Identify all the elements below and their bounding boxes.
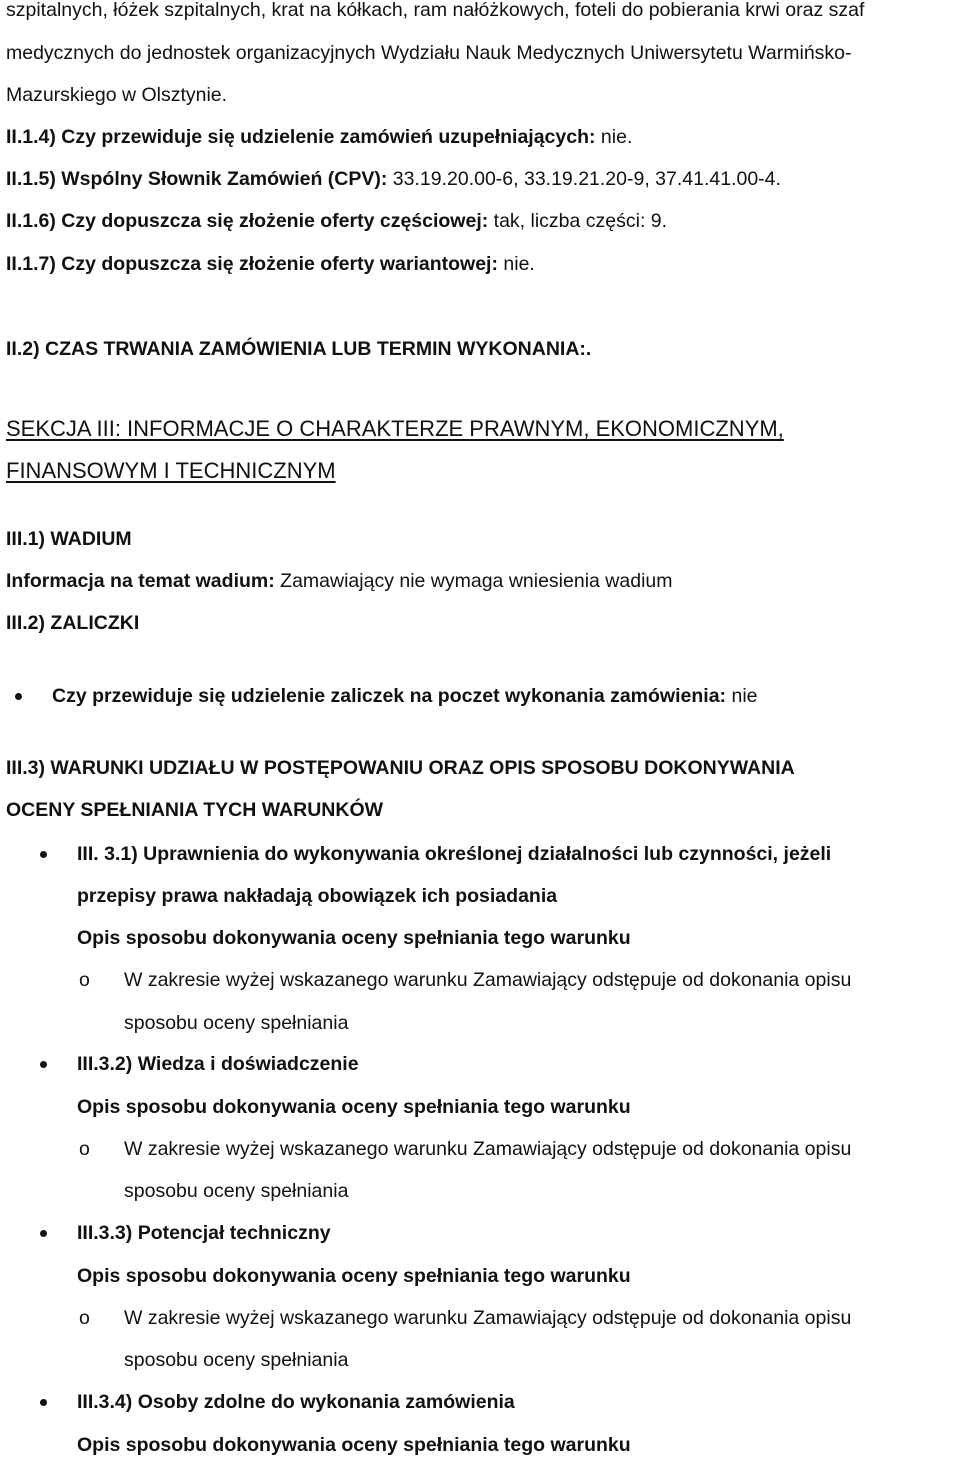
sub-bullet-icon: o xyxy=(79,1307,90,1329)
item-value: nie. xyxy=(600,126,633,148)
item-ii-1-7 xyxy=(6,255,535,275)
wadium-label: Informacja na temat wadium: xyxy=(6,570,275,592)
zaliczki-value: nie xyxy=(731,685,758,707)
opis-label: Opis sposobu dokonywania oceny spełniania tego warunku xyxy=(77,927,631,949)
condition-3-2: III.3.2) Wiedza i doświadczenie xyxy=(77,1053,359,1075)
item-value: 33.19.20.00-6, 33.19.21.20-9, 37.41.41.00-4. xyxy=(392,168,781,190)
item-label: II.1.7) Czy dopuszcza się złożenie oferty wariantowej: xyxy=(6,253,498,275)
item-label: II.1.5) Wspólny Słownik Zamówień (CPV): xyxy=(6,168,388,190)
wadium-heading: III.1) WADIUM xyxy=(6,528,132,550)
sub-item-line-2: sposobu oceny spełniania xyxy=(124,1349,349,1371)
bullet-icon xyxy=(40,1230,47,1237)
item-label: II.1.6) Czy dopuszcza się złożenie oferty częściowej: xyxy=(6,210,489,232)
intro-line-1: szpitalnych, łóżek szpitalnych, krat na kółkach, ram nałóżkowych, foteli do pobierania krwi oraz szaf xyxy=(6,0,865,21)
zaliczki-item xyxy=(52,687,758,707)
intro-line-2: medycznych do jednostek organizacyjnych Wydziału Nauk Medycznych Uniwersytetu Warmińsko- xyxy=(6,42,852,64)
bullet-icon xyxy=(15,693,22,700)
wadium-value: Zamawiający nie wymaga wniesienia wadium xyxy=(280,570,673,592)
item-ii-1-6 xyxy=(6,212,667,232)
condition-3-1-line-2: przepisy prawa nakładają obowiązek ich posiadania xyxy=(77,885,558,907)
item-value: nie. xyxy=(503,253,535,275)
section-iii-title-line-2: FINANSOWYM I TECHNICZNYM xyxy=(6,458,336,483)
warunki-heading-line-1: III.3) WARUNKI UDZIAŁU W POSTĘPOWANIU ORAZ OPIS SPOSOBU DOKONYWANIA xyxy=(6,757,795,779)
sub-item-line-2: sposobu oceny spełniania xyxy=(124,1012,349,1034)
sub-item-line-2: sposobu oceny spełniania xyxy=(124,1180,349,1202)
sub-bullet-icon: o xyxy=(79,1138,90,1160)
item-value: tak, liczba części: 9. xyxy=(493,210,668,232)
sub-item-line-1: W zakresie wyżej wskazanego warunku Zamawiający odstępuje od dokonania opisu xyxy=(124,1138,852,1160)
item-label: II.1.4) Czy przewiduje się udzielenie zamówień uzupełniających: xyxy=(6,126,596,148)
condition-3-1-line-1: III. 3.1) Uprawnienia do wykonywania określonej działalności lub czynności, jeżeli xyxy=(77,843,832,865)
section-iii-title-line-1: SEKCJA III: INFORMACJE O CHARAKTERZE PRAWNYM, EKONOMICZNYM, xyxy=(6,416,784,441)
item-ii-2-czas: II.2) CZAS TRWANIA ZAMÓWIENIA LUB TERMIN WYKONANIA:. xyxy=(6,338,592,360)
sub-item-line-1: W zakresie wyżej wskazanego warunku Zamawiający odstępuje od dokonania opisu xyxy=(124,969,852,991)
zaliczki-heading: III.2) ZALICZKI xyxy=(6,612,140,634)
item-ii-1-5 xyxy=(6,170,781,190)
wadium-info xyxy=(6,572,673,592)
opis-label: Opis sposobu dokonywania oceny spełniania tego warunku xyxy=(77,1434,631,1456)
opis-label: Opis sposobu dokonywania oceny spełniania tego warunku xyxy=(77,1265,631,1287)
zaliczki-label: Czy przewiduje się udzielenie zaliczek na poczet wykonania zamówienia: xyxy=(52,685,727,707)
condition-3-3: III.3.3) Potencjał techniczny xyxy=(77,1222,331,1244)
warunki-heading-line-2: OCENY SPEŁNIANIA TYCH WARUNKÓW xyxy=(6,799,384,821)
bullet-icon xyxy=(40,1399,47,1406)
bullet-icon xyxy=(40,851,47,858)
intro-line-3: Mazurskiego w Olsztynie. xyxy=(6,84,228,106)
condition-3-4: III.3.4) Osoby zdolne do wykonania zamówienia xyxy=(77,1391,515,1413)
sub-item-line-1: W zakresie wyżej wskazanego warunku Zamawiający odstępuje od dokonania opisu xyxy=(124,1307,852,1329)
item-ii-1-4 xyxy=(6,128,632,148)
bullet-icon xyxy=(40,1061,47,1068)
opis-label: Opis sposobu dokonywania oceny spełniania tego warunku xyxy=(77,1096,631,1118)
sub-bullet-icon: o xyxy=(79,969,90,991)
